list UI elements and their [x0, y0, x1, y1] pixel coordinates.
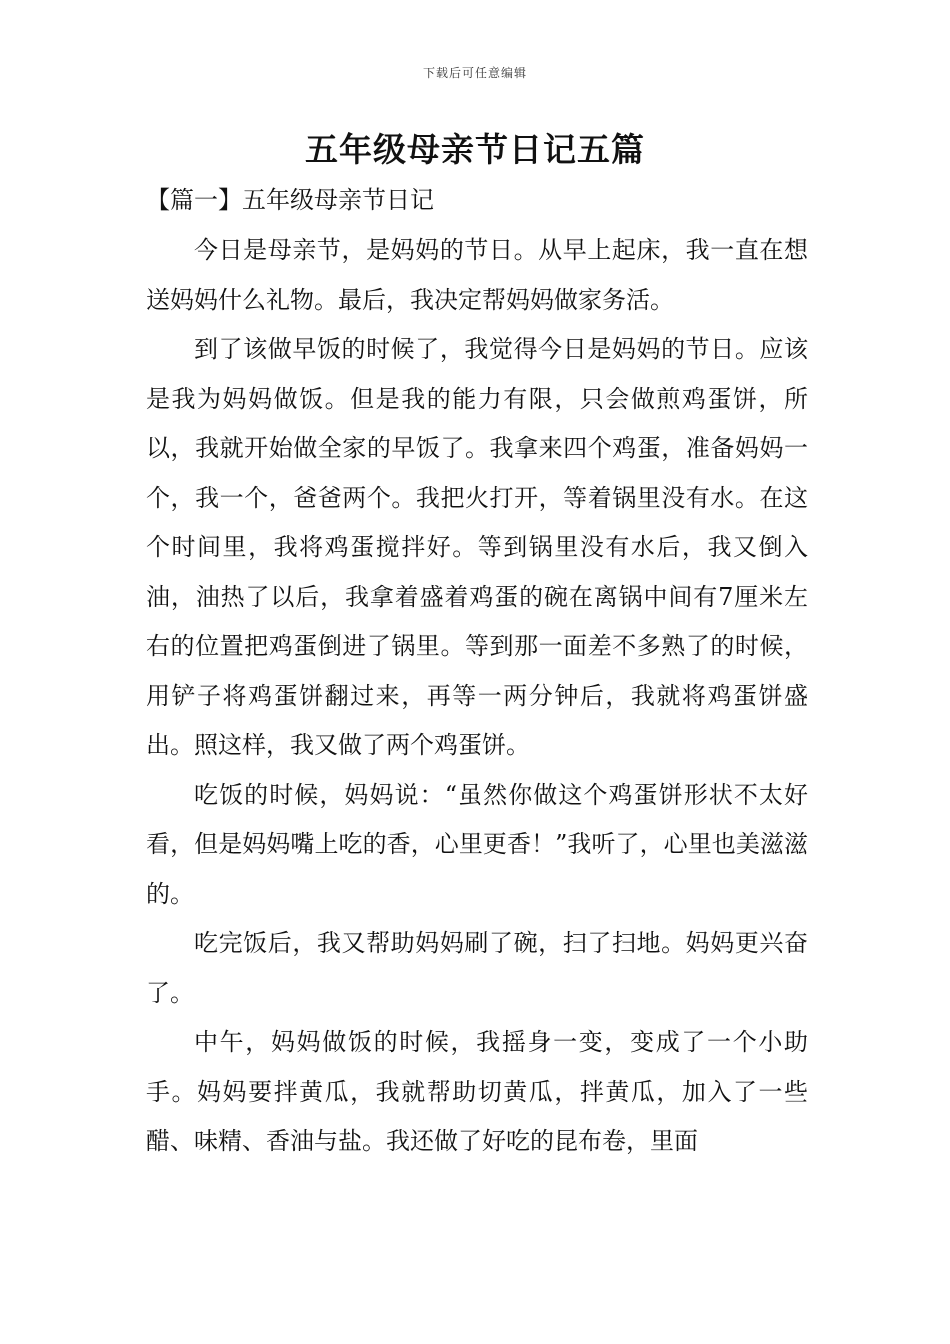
- header-note: 下载后可任意编辑: [422, 66, 527, 80]
- section-heading: 【篇一】五年级母亲节日记: [146, 186, 434, 214]
- paragraph: 今日是母亲节，是妈妈的节日。从早上起床，我一直在想送妈妈什么礼物。最后，我决定帮妈妈做家务活。: [146, 236, 808, 314]
- document-title: 五年级母亲节日记五篇: [305, 130, 645, 169]
- paragraph: 中午，妈妈做饭的时候，我摇身一变，变成了一个小助手。妈妈要拌黄瓜，我就帮助切黄瓜，拌黄瓜，加入了一些醋、味精、香油与盐。我还做了好吃的昆布卷，里面: [146, 1028, 808, 1155]
- paragraph: 吃饭的时候，妈妈说：“虽然你做这个鸡蛋饼形状不太好看，但是妈妈嘴上吃的香，心里更香！”我听了，心里也美滋滋的。: [146, 780, 808, 908]
- body-text: [146, 226, 808, 1167]
- paragraph: 到了该做早饭的时候了，我觉得今日是妈妈的节日。应该是我为妈妈做饭。但是我的能力有限，只会做煎鸡蛋饼，所以，我就开始做全家的早饭了。我拿来四个鸡蛋，准备妈妈一个，我一个，爸爸两个。我把火打开，等着锅里没有水。在这个时间里，我将鸡蛋搅拌好。等到锅里没有水后，我又倒入油，油热了以后，我拿着盛着鸡蛋的碗在离锅中间有7厘米左右的位置把鸡蛋倒进了锅里。等到那一面差不多熟了的时候，用铲子将鸡蛋饼翻过来，再等一两分钟后，我就将鸡蛋饼盛出。照这样，我又做了两个鸡蛋饼。: [146, 335, 808, 759]
- paragraph: 吃完饭后，我又帮助妈妈刷了碗，扫了扫地。妈妈更兴奋了。: [146, 929, 808, 1007]
